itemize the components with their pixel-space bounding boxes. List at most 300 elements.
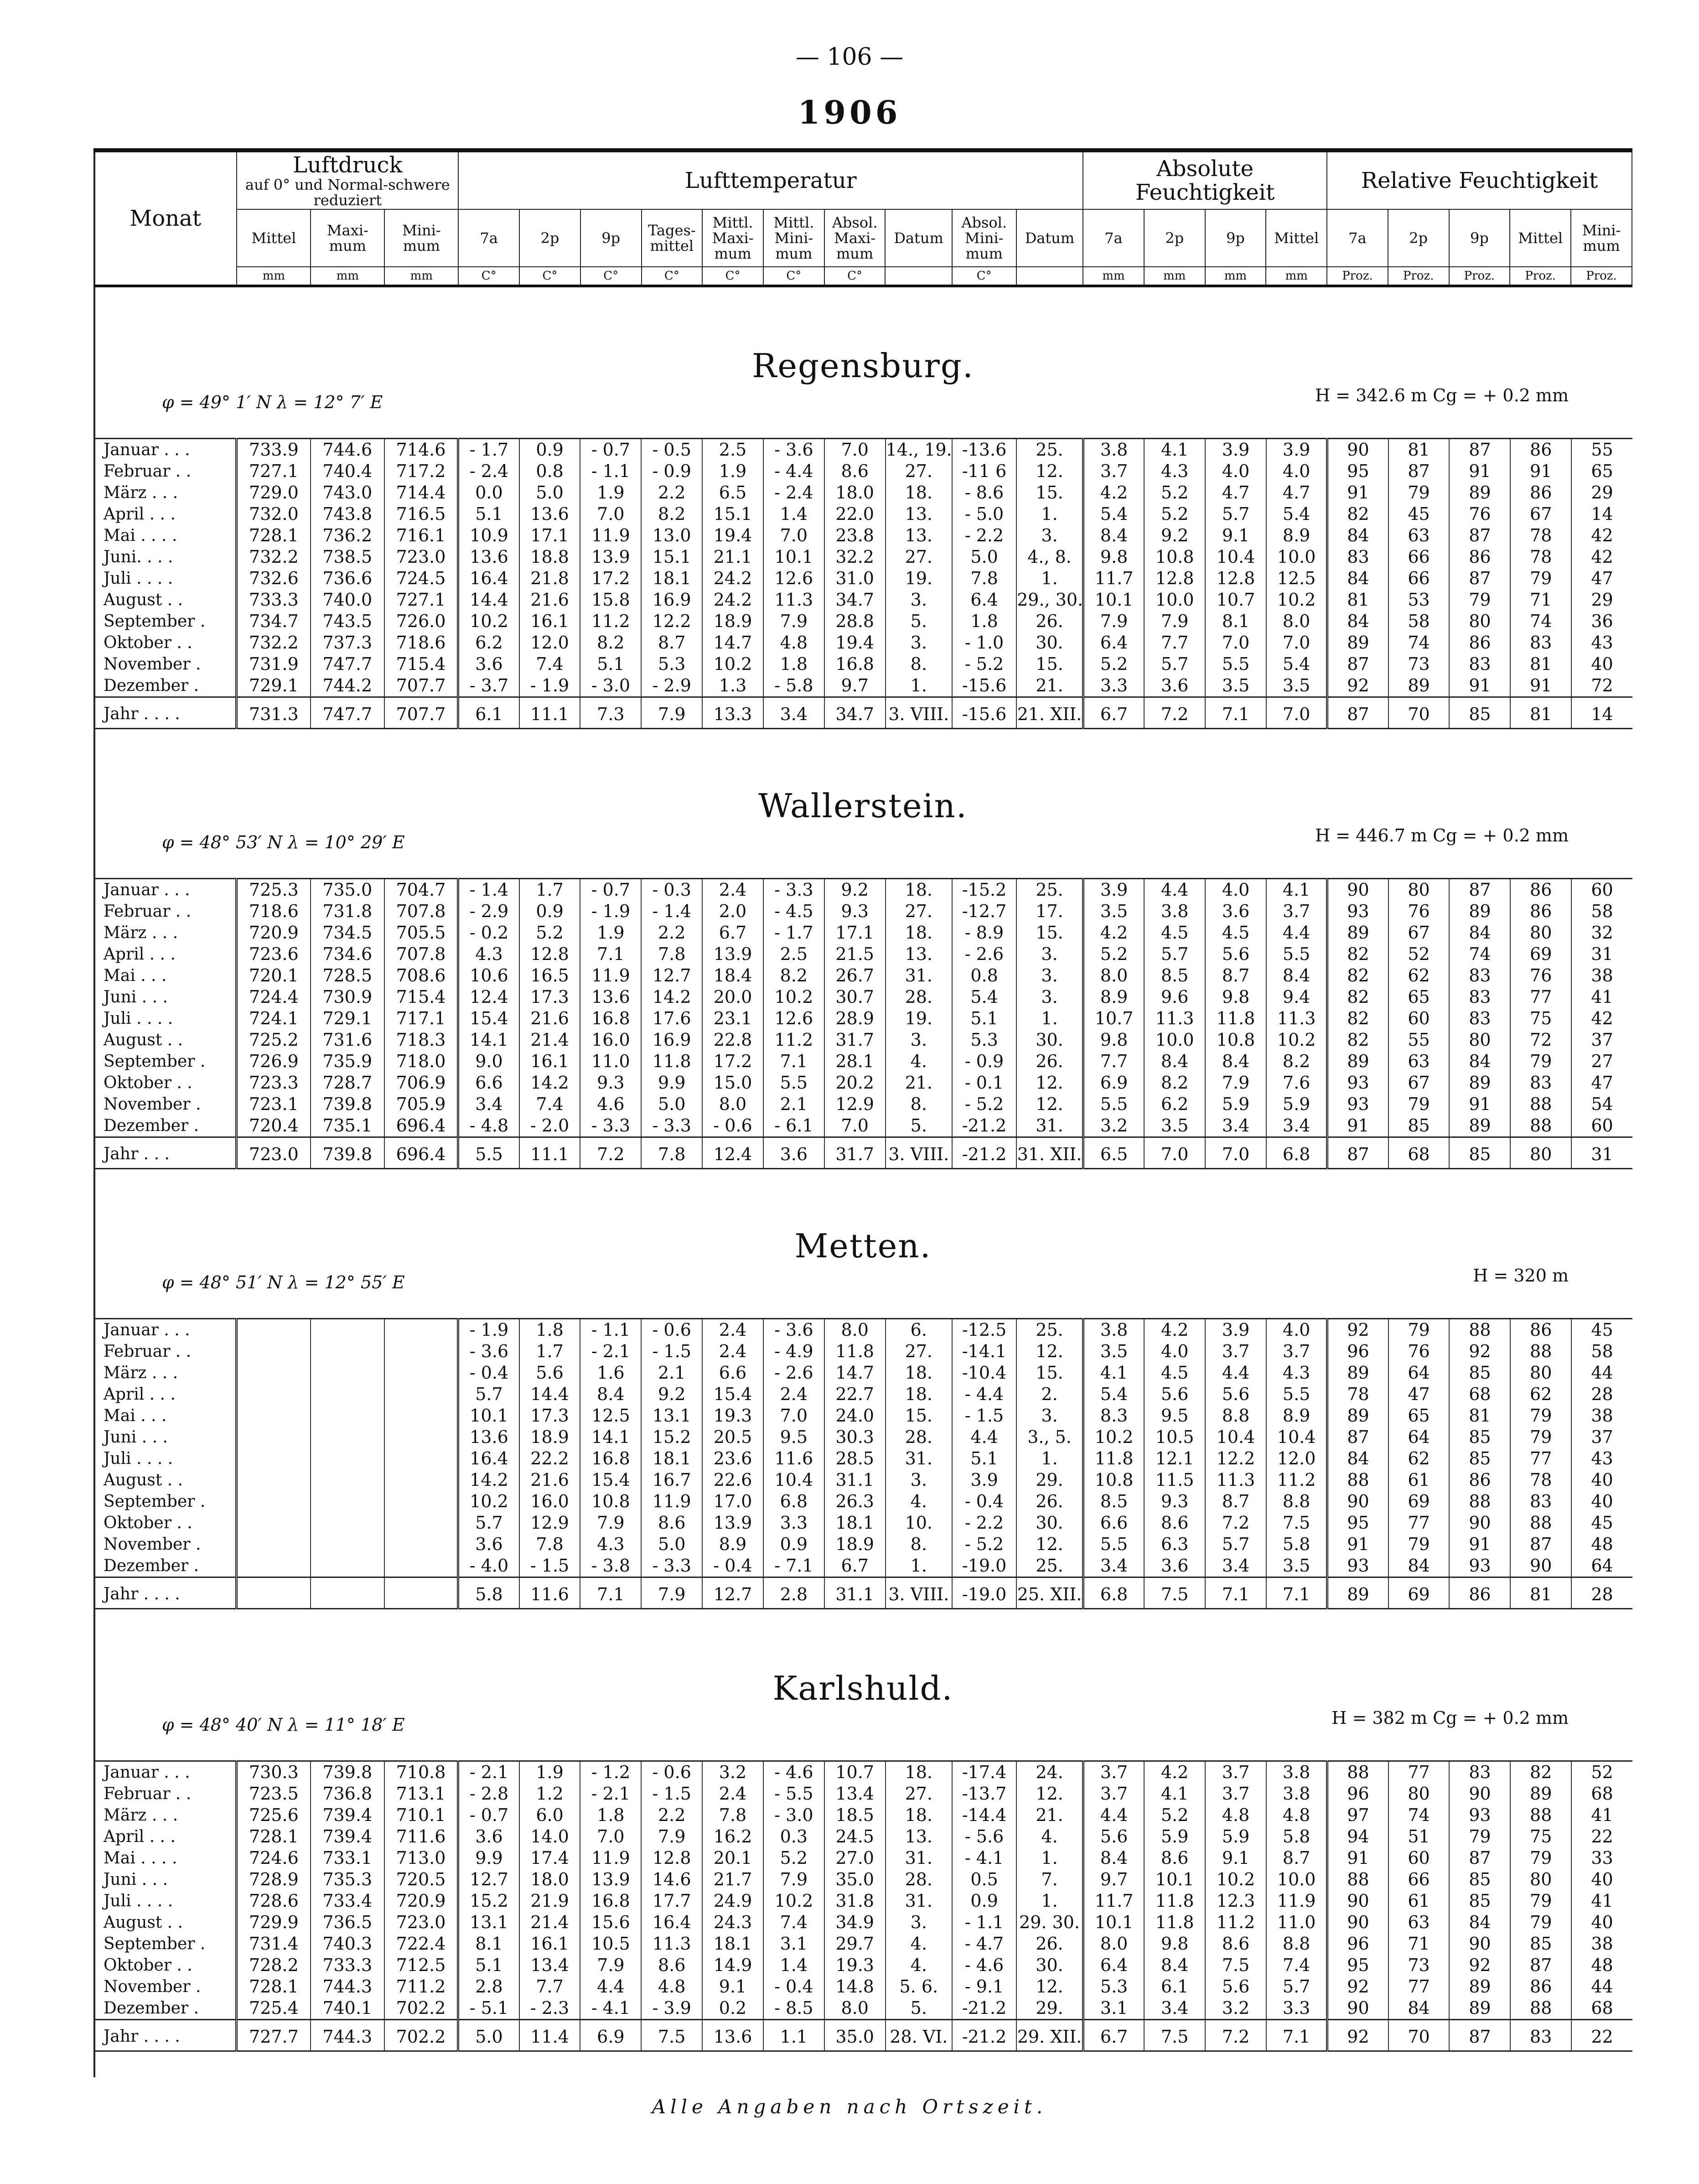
table-row — [93, 1072, 1632, 1094]
value-cell: 12.0 — [519, 632, 580, 654]
value-cell: 730.9 — [311, 986, 384, 1008]
value-cell: 5.2 — [1083, 944, 1144, 965]
value-cell: 28. VI. — [886, 2020, 952, 2051]
value-cell: - 0.7 — [580, 879, 641, 901]
value-cell: 87 — [1449, 1847, 1510, 1869]
value-cell: 728.7 — [311, 1072, 384, 1094]
value-cell: 718.0 — [384, 1051, 458, 1072]
value-cell: 25. — [1016, 1555, 1083, 1577]
header-units — [94, 267, 1632, 286]
month-cell: Mai . . . — [104, 1406, 167, 1425]
station-height: H = 382 m Cg = + 0.2 mm — [1331, 1708, 1569, 1728]
value-cell: 5.5 — [1083, 1094, 1144, 1115]
value-cell: 0.2 — [702, 1997, 763, 2020]
value-cell: 713.0 — [384, 1847, 458, 1869]
value-cell — [384, 1534, 458, 1555]
value-cell: 84 — [1449, 922, 1510, 944]
value-cell: 87 — [1510, 1955, 1571, 1976]
value-cell: - 4.9 — [763, 1341, 824, 1362]
value-cell: 740.0 — [311, 589, 384, 611]
value-cell: 90 — [1327, 1997, 1388, 2020]
value-cell: 35.0 — [824, 1869, 886, 1890]
value-cell: 1.9 — [702, 461, 763, 482]
value-cell: - 3.3 — [641, 1115, 702, 1137]
value-cell: 92 — [1327, 1976, 1388, 1997]
value-cell: 87 — [1510, 1534, 1571, 1555]
value-cell: 8.4 — [580, 1384, 641, 1405]
value-cell: 17.6 — [641, 1008, 702, 1029]
value-cell: 7.5 — [1205, 1955, 1266, 1976]
value-cell — [311, 1491, 384, 1512]
value-cell: 10.0 — [1144, 589, 1205, 611]
header-col-17: 7a — [1327, 209, 1388, 267]
value-cell: 0.9 — [519, 901, 580, 922]
value-cell: 81 — [1388, 439, 1450, 461]
value-cell: 74 — [1449, 944, 1510, 965]
value-cell: 727.1 — [237, 461, 311, 482]
value-cell: -13.6 — [952, 439, 1016, 461]
table-row — [93, 1094, 1632, 1115]
value-cell: 63 — [1388, 1051, 1450, 1072]
table-row — [93, 1491, 1632, 1512]
value-cell: 12. — [1016, 1094, 1083, 1115]
value-cell: 48 — [1571, 1955, 1632, 1976]
table-row — [93, 654, 1632, 675]
value-cell: 16.1 — [519, 1051, 580, 1072]
value-cell: 744.6 — [311, 439, 384, 461]
value-cell: 34.7 — [824, 697, 886, 729]
value-cell: 10.4 — [1205, 1427, 1266, 1448]
value-cell: - 0.7 — [458, 1805, 519, 1826]
value-cell: 6.7 — [702, 922, 763, 944]
value-cell: 82 — [1327, 944, 1388, 965]
value-cell: 729.1 — [311, 1008, 384, 1029]
value-cell: 7.1 — [1205, 1577, 1266, 1609]
value-cell: 89 — [1327, 1051, 1388, 1072]
value-cell: 702.2 — [384, 1997, 458, 2020]
value-cell: 3. — [886, 1912, 952, 1933]
value-cell: 3.4 — [458, 1094, 519, 1115]
month-cell: Jahr . . . — [93, 1137, 237, 1169]
value-cell: 4.7 — [1205, 482, 1266, 503]
table-row — [93, 1955, 1632, 1976]
value-cell: 12.9 — [824, 1094, 886, 1115]
value-cell: 83 — [1449, 654, 1510, 675]
value-cell: 12.1 — [1144, 1448, 1205, 1469]
value-cell: 31.7 — [824, 1029, 886, 1051]
value-cell: 11.8 — [1144, 1890, 1205, 1912]
value-cell: 6.1 — [458, 697, 519, 729]
value-cell: 20.5 — [702, 1427, 763, 1448]
value-cell: 1.8 — [580, 1805, 641, 1826]
value-cell: 9.5 — [1144, 1405, 1205, 1427]
value-cell: 82 — [1327, 503, 1388, 525]
value-cell: 34.9 — [824, 1912, 886, 1933]
value-cell: 7.9 — [1144, 611, 1205, 632]
header-col-1: Maxi-mum — [311, 209, 384, 267]
value-cell: 0.9 — [952, 1890, 1016, 1912]
value-cell: 18. — [886, 879, 952, 901]
value-cell: 44 — [1571, 1362, 1632, 1384]
value-cell: 88 — [1327, 1469, 1388, 1491]
value-cell: 5.3 — [952, 1029, 1016, 1051]
value-cell: 95 — [1327, 1512, 1388, 1534]
value-cell: - 9.1 — [952, 1976, 1016, 1997]
value-cell: 89 — [1510, 1783, 1571, 1805]
value-cell: 707.8 — [384, 944, 458, 965]
value-cell: 60 — [1388, 1008, 1450, 1029]
value-cell: 18.1 — [702, 1933, 763, 1955]
value-cell: 81 — [1510, 697, 1571, 729]
value-cell: 4.5 — [1144, 1362, 1205, 1384]
value-cell: 7. — [1016, 1869, 1083, 1890]
value-cell: 18. — [886, 1805, 952, 1826]
value-cell: 84 — [1449, 1912, 1510, 1933]
value-cell: 87 — [1449, 879, 1510, 901]
value-cell: 93 — [1327, 1555, 1388, 1577]
month-cell: Mai . . . . — [104, 1849, 177, 1868]
value-cell: 18.9 — [702, 611, 763, 632]
month-cell: Januar . . . — [93, 1319, 237, 1341]
value-cell: 10.0 — [1266, 1869, 1327, 1890]
value-cell: 26. — [1016, 1491, 1083, 1512]
value-cell: 26. — [1016, 1933, 1083, 1955]
value-cell: 31. — [886, 1847, 952, 1869]
value-cell: 5.1 — [458, 1955, 519, 1976]
value-cell: 8.2 — [1144, 1072, 1205, 1094]
header-col-9: Absol. Maxi-mum — [824, 209, 886, 267]
header-col-19: 9p — [1449, 209, 1510, 267]
value-cell — [384, 1384, 458, 1405]
value-cell: 14.7 — [824, 1362, 886, 1384]
month-cell: Oktober . . — [104, 1956, 192, 1975]
value-cell: 8.0 — [1083, 965, 1144, 986]
value-cell: 87 — [1449, 2020, 1510, 2051]
value-cell: 5.8 — [458, 1577, 519, 1609]
value-cell: 5.5 — [1266, 1384, 1327, 1405]
value-cell: 80 — [1510, 1869, 1571, 1890]
value-cell: 89 — [1449, 482, 1510, 503]
value-cell: 5.0 — [458, 2020, 519, 2051]
header-unit-19: Proz. — [1449, 267, 1510, 286]
value-cell: 90 — [1327, 439, 1388, 461]
header-unit-10 — [885, 267, 952, 286]
value-cell: 27.0 — [824, 1847, 886, 1869]
value-cell: 28. — [886, 986, 952, 1008]
value-cell: 80 — [1449, 611, 1510, 632]
value-cell: 13.6 — [458, 546, 519, 568]
value-cell: 9.8 — [1083, 1029, 1144, 1051]
value-cell: 66 — [1388, 568, 1450, 589]
value-cell: - 2.9 — [641, 675, 702, 697]
value-cell: 11.8 — [1205, 1008, 1266, 1029]
value-cell: 18.1 — [641, 568, 702, 589]
value-cell: 11.9 — [641, 1491, 702, 1512]
value-cell: 88 — [1510, 1094, 1571, 1115]
month-cell: Januar . . . — [93, 879, 237, 901]
value-cell: 1.9 — [580, 482, 641, 503]
value-cell: 89 — [1327, 922, 1388, 944]
value-cell: 4.8 — [1205, 1805, 1266, 1826]
value-cell: 5.7 — [1144, 654, 1205, 675]
value-cell — [237, 1384, 311, 1405]
value-cell: 86 — [1510, 901, 1571, 922]
value-cell: 18.8 — [519, 546, 580, 568]
value-cell: 10.4 — [1205, 546, 1266, 568]
month-cell: Juni. . . . — [104, 548, 173, 566]
value-cell: 1.4 — [763, 1955, 824, 1976]
value-cell: 8.2 — [580, 632, 641, 654]
value-cell: 18.1 — [824, 1512, 886, 1534]
value-cell: 4., 8. — [1016, 546, 1083, 568]
station-name: Karlshuld. — [772, 1669, 953, 1707]
value-cell: 8.2 — [1266, 1051, 1327, 1072]
value-cell: 88 — [1510, 1512, 1571, 1534]
station-coordinates: φ = 48° 51′ N λ = 12° 55′ E — [162, 1272, 405, 1292]
value-cell: 0.8 — [519, 461, 580, 482]
value-cell: 6.6 — [1083, 1512, 1144, 1534]
value-cell: 12. — [1016, 1976, 1083, 1997]
value-cell: 25. — [1016, 879, 1083, 901]
value-cell: 24.3 — [702, 1912, 763, 1933]
value-cell: 26. — [1016, 611, 1083, 632]
value-cell: 11.9 — [580, 525, 641, 546]
value-cell: 1. — [886, 1555, 952, 1577]
value-cell: 29. 30. — [1016, 1912, 1083, 1933]
value-cell: - 2.0 — [519, 1115, 580, 1137]
value-cell: 14.7 — [702, 632, 763, 654]
value-cell: -21.2 — [952, 1115, 1016, 1137]
value-cell — [237, 1362, 311, 1384]
value-cell: 4. — [886, 1933, 952, 1955]
value-cell: 88 — [1510, 1997, 1571, 2020]
table-row — [93, 1847, 1632, 1869]
value-cell: 8.2 — [641, 503, 702, 525]
header-unit-2: mm — [384, 267, 458, 286]
value-cell: 8.5 — [1144, 965, 1205, 986]
value-cell: 725.4 — [237, 1997, 311, 2020]
value-cell: 16.0 — [580, 1029, 641, 1051]
value-cell: - 1.5 — [952, 1405, 1016, 1427]
table-row — [93, 879, 1632, 901]
value-cell: 12. — [1016, 1783, 1083, 1805]
value-cell: 739.4 — [311, 1826, 384, 1847]
value-cell: -12.5 — [952, 1319, 1016, 1341]
value-cell: 11.7 — [1083, 1890, 1144, 1912]
value-cell: 48 — [1571, 1534, 1632, 1555]
value-cell: 707.7 — [384, 675, 458, 697]
value-cell: - 1.0 — [952, 632, 1016, 654]
value-cell — [384, 1427, 458, 1448]
value-cell: 85 — [1449, 1448, 1510, 1469]
value-cell: - 1.4 — [458, 879, 519, 901]
station-table — [93, 1318, 1632, 1609]
value-cell: 38 — [1571, 1933, 1632, 1955]
value-cell: 76 — [1449, 503, 1510, 525]
value-cell: 91 — [1510, 675, 1571, 697]
value-cell: 10.2 — [763, 1890, 824, 1912]
value-cell: 14.2 — [641, 986, 702, 1008]
table-row — [93, 611, 1632, 632]
value-cell: 3., 5. — [1016, 1427, 1083, 1448]
value-cell: - 8.6 — [952, 482, 1016, 503]
value-cell: - 0.2 — [458, 922, 519, 944]
value-cell: 16.8 — [580, 1890, 641, 1912]
value-cell: 10.8 — [580, 1491, 641, 1512]
value-cell: 2.5 — [763, 944, 824, 965]
value-cell: 16.1 — [519, 1933, 580, 1955]
value-cell: 8.0 — [824, 1997, 886, 2020]
value-cell: 2.4 — [702, 1783, 763, 1805]
month-cell: April . . . — [104, 1827, 176, 1846]
value-cell: 5.5 — [1205, 654, 1266, 675]
header-unit-6: C° — [642, 267, 703, 286]
value-cell: 744.3 — [311, 2020, 384, 2051]
value-cell: 79 — [1388, 1094, 1450, 1115]
value-cell: 32.2 — [824, 546, 886, 568]
value-cell: 9.8 — [1205, 986, 1266, 1008]
value-cell: 7.2 — [1205, 2020, 1266, 2051]
value-cell: 10.4 — [1266, 1427, 1327, 1448]
value-cell: 5.4 — [1083, 1384, 1144, 1405]
value-cell — [237, 1405, 311, 1427]
header-lufttemperatur: Lufttemperatur — [458, 150, 1083, 210]
value-cell: 3.1 — [1083, 1997, 1144, 2020]
value-cell — [311, 1555, 384, 1577]
value-cell: 5.7 — [458, 1384, 519, 1405]
value-cell: 8.3 — [1083, 1405, 1144, 1427]
value-cell: 4.1 — [1144, 1783, 1205, 1805]
value-cell: 28.8 — [824, 611, 886, 632]
value-cell: 1.9 — [519, 1761, 580, 1784]
value-cell: 19. — [886, 568, 952, 589]
value-cell: 96 — [1327, 1783, 1388, 1805]
value-cell: - 3.9 — [641, 1997, 702, 2020]
value-cell: 11.0 — [580, 1051, 641, 1072]
value-cell: 8.7 — [641, 632, 702, 654]
value-cell: - 0.6 — [641, 1319, 702, 1341]
value-cell: 4.2 — [1083, 482, 1144, 503]
value-cell: 84 — [1327, 525, 1388, 546]
value-cell: 11.9 — [580, 1847, 641, 1869]
value-cell: 27. — [886, 1341, 952, 1362]
value-cell: 0.0 — [458, 482, 519, 503]
value-cell: 52 — [1571, 1761, 1632, 1784]
value-cell: 6.3 — [1144, 1534, 1205, 1555]
header-unit-11: C° — [952, 267, 1016, 286]
month-cell: März . . . — [104, 483, 178, 502]
value-cell: 8.9 — [1083, 986, 1144, 1008]
value-cell: 3.6 — [458, 654, 519, 675]
value-cell: 2.2 — [641, 922, 702, 944]
value-cell: 10.2 — [1266, 589, 1327, 611]
table-row — [93, 1405, 1632, 1427]
value-cell: 6.8 — [763, 1491, 824, 1512]
value-cell: 91 — [1327, 1534, 1388, 1555]
value-cell: 87 — [1388, 461, 1450, 482]
value-cell: 8.8 — [1266, 1491, 1327, 1512]
value-cell: 85 — [1388, 1115, 1450, 1137]
value-cell: 5.2 — [1083, 654, 1144, 675]
value-cell: 2.1 — [641, 1362, 702, 1384]
value-cell: - 3.0 — [580, 675, 641, 697]
value-cell: 5.6 — [519, 1362, 580, 1384]
month-cell: April . . . — [104, 505, 176, 524]
header-relative: Relative Feuchtigkeit — [1327, 150, 1632, 210]
value-cell: 80 — [1388, 879, 1450, 901]
value-cell: 10.1 — [1144, 1869, 1205, 1890]
page-number: — 106 — — [795, 43, 904, 71]
table-row — [93, 1469, 1632, 1491]
value-cell: 17.2 — [702, 1051, 763, 1072]
value-cell: 11.3 — [763, 589, 824, 611]
month-cell: Februar . . — [104, 1785, 192, 1803]
value-cell: 5.4 — [952, 986, 1016, 1008]
value-cell: 736.8 — [311, 1783, 384, 1805]
value-cell: 21.5 — [824, 944, 886, 965]
value-cell: 15.1 — [641, 546, 702, 568]
value-cell: 85 — [1510, 1933, 1571, 1955]
value-cell — [237, 1448, 311, 1469]
value-cell: 8.4 — [1144, 1051, 1205, 1072]
value-cell: 42 — [1571, 525, 1632, 546]
header-unit-20: Proz. — [1510, 267, 1571, 286]
value-cell: 3.9 — [952, 1469, 1016, 1491]
value-cell: 80 — [1388, 1783, 1450, 1805]
value-cell: 10.8 — [1144, 546, 1205, 568]
month-cell: Januar . . . — [93, 1761, 237, 1784]
value-cell: 11.4 — [519, 2020, 580, 2051]
value-cell: 71 — [1388, 1933, 1450, 1955]
value-cell: - 3.3 — [641, 1555, 702, 1577]
value-cell: 2.5 — [702, 439, 763, 461]
value-cell: 12. — [1016, 1341, 1083, 1362]
value-cell: 2.4 — [702, 1341, 763, 1362]
value-cell: 11.9 — [1266, 1890, 1327, 1912]
value-cell: 81 — [1449, 1405, 1510, 1427]
value-cell: 25. XII. — [1016, 1577, 1083, 1609]
value-cell: 23.8 — [824, 525, 886, 546]
value-cell: 16.9 — [641, 1029, 702, 1051]
value-cell: 2.0 — [702, 901, 763, 922]
value-cell: 706.9 — [384, 1072, 458, 1094]
value-cell: 61 — [1388, 1890, 1450, 1912]
value-cell: 31.0 — [824, 568, 886, 589]
value-cell: 29 — [1571, 482, 1632, 503]
value-cell: 732.6 — [237, 568, 311, 589]
value-cell: 1.8 — [519, 1319, 580, 1341]
value-cell: 11.3 — [641, 1933, 702, 1955]
value-cell: 723.1 — [237, 1094, 311, 1115]
value-cell: 725.6 — [237, 1805, 311, 1826]
header-col-8: Mittl. Mini-mum — [763, 209, 824, 267]
value-cell: 3.5 — [1266, 675, 1327, 697]
value-cell: 5.0 — [519, 482, 580, 503]
header-col-6: Tages-mittel — [642, 209, 703, 267]
value-cell: 9.2 — [1144, 525, 1205, 546]
value-cell: - 0.7 — [580, 439, 641, 461]
value-cell: 5. — [886, 1115, 952, 1137]
value-cell: 89 — [1327, 632, 1388, 654]
value-cell: 2.8 — [458, 1976, 519, 1997]
value-cell: 7.0 — [763, 525, 824, 546]
value-cell — [384, 1469, 458, 1491]
value-cell: - 4.4 — [763, 461, 824, 482]
value-cell: 58 — [1571, 1341, 1632, 1362]
header-unit-21: Proz. — [1571, 267, 1632, 286]
value-cell: 11.1 — [519, 697, 580, 729]
value-cell: - 2.6 — [952, 944, 1016, 965]
